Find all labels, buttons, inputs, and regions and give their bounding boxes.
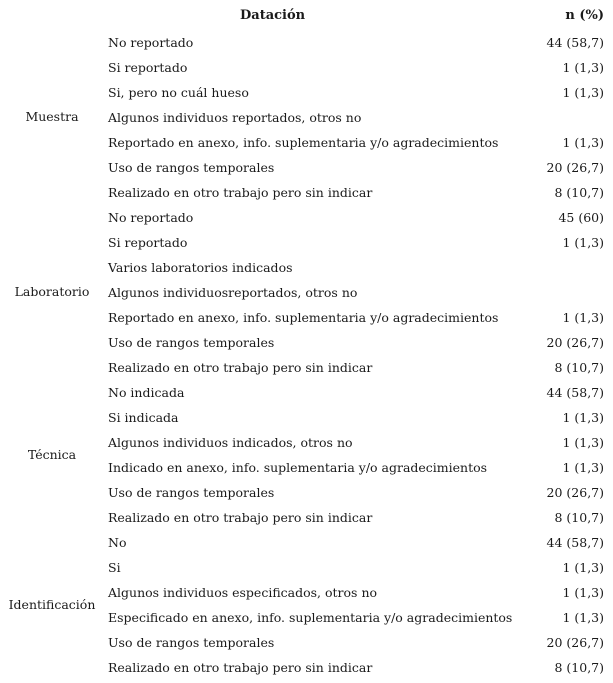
row-description: Uso de rangos temporales (108, 485, 275, 500)
row-value: 8 (10,7) (554, 185, 604, 200)
table-header (0, 0, 613, 30)
table-row (0, 380, 613, 405)
table-row (0, 530, 613, 555)
table-row (0, 280, 613, 305)
row-description: Uso de rangos temporales (108, 635, 275, 650)
table-row (0, 55, 613, 80)
row-value: 44 (58,7) (546, 35, 604, 50)
row-description: Algunos individuos especificados, otros no (108, 585, 378, 600)
table-row (0, 255, 613, 280)
table-row (0, 655, 613, 680)
row-value: 1 (1,3) (562, 85, 604, 100)
row-value: 44 (58,7) (546, 385, 604, 400)
table-row (0, 630, 613, 655)
row-value: 1 (1,3) (562, 310, 604, 325)
table-row (0, 230, 613, 255)
table-row (0, 505, 613, 530)
row-description: Si reportado (108, 60, 188, 75)
table-row (0, 405, 613, 430)
group-muestra (0, 30, 613, 205)
table-row (0, 130, 613, 155)
row-value: 1 (1,3) (562, 585, 604, 600)
row-description: Algunos individuos reportados, otros no (108, 110, 362, 125)
row-value: 8 (10,7) (554, 360, 604, 375)
row-value: 1 (1,3) (562, 435, 604, 450)
row-description: Especificado en anexo, info. suplementaria y/o agradecimientos (108, 610, 513, 625)
row-description: Si (108, 560, 121, 575)
row-description: Indicado en anexo, info. suplementaria y/o agradecimientos (108, 460, 488, 475)
row-description: Realizado en otro trabajo pero sin indicar (108, 660, 373, 675)
row-description: Varios laboratorios indicados (108, 260, 293, 275)
row-description: Uso de rangos temporales (108, 335, 275, 350)
table-row (0, 480, 613, 505)
row-value: 1 (1,3) (562, 560, 604, 575)
row-value: 1 (1,3) (562, 235, 604, 250)
row-value: 45 (60) (558, 210, 604, 225)
row-description: No reportado (108, 210, 194, 225)
row-value: 20 (26,7) (546, 160, 604, 175)
row-value: 20 (26,7) (546, 485, 604, 500)
group-tecnica (0, 380, 613, 530)
row-description: Realizado en otro trabajo pero sin indicar (108, 360, 373, 375)
row-value: 8 (10,7) (554, 660, 604, 675)
table-row (0, 355, 613, 380)
column-header-datacion: Datación (240, 8, 306, 23)
row-value: 20 (26,7) (546, 335, 604, 350)
table-row (0, 330, 613, 355)
table-row (0, 430, 613, 455)
group-label: Laboratorio (14, 284, 90, 299)
row-description: Si indicada (108, 410, 179, 425)
row-description: Algunos individuos indicados, otros no (108, 435, 353, 450)
row-description: No reportado (108, 35, 194, 50)
table-row (0, 105, 613, 130)
group-label: Muestra (25, 109, 79, 124)
group-label: Identificación (8, 597, 96, 612)
table-row (0, 555, 613, 580)
row-description: No indicada (108, 385, 185, 400)
table-row (0, 180, 613, 205)
column-header-n: n (%) (565, 8, 604, 23)
row-description: No (108, 535, 127, 550)
row-description: Si, pero no cuál hueso (108, 85, 249, 100)
row-description: Reportado en anexo, info. suplementaria y/o agradecimientos (108, 310, 499, 325)
row-value: 8 (10,7) (554, 510, 604, 525)
row-value: 1 (1,3) (562, 460, 604, 475)
row-description: Si reportado (108, 235, 188, 250)
table-row (0, 455, 613, 480)
table-row (0, 80, 613, 105)
row-value: 1 (1,3) (562, 60, 604, 75)
row-value: 1 (1,3) (562, 410, 604, 425)
row-description: Reportado en anexo, info. suplementaria y/o agradecimientos (108, 135, 499, 150)
row-description: Realizado en otro trabajo pero sin indicar (108, 510, 373, 525)
row-value: 44 (58,7) (546, 535, 604, 550)
row-description: Algunos individuosreportados, otros no (108, 285, 358, 300)
row-value: 20 (26,7) (546, 635, 604, 650)
table-row (0, 30, 613, 55)
row-value: 1 (1,3) (562, 610, 604, 625)
table-row (0, 305, 613, 330)
table-row (0, 205, 613, 230)
table-row (0, 605, 613, 630)
group-label: Técnica (27, 447, 77, 462)
table-row (0, 155, 613, 180)
group-laboratorio (0, 205, 613, 380)
row-description: Realizado en otro trabajo pero sin indicar (108, 185, 373, 200)
row-value: 1 (1,3) (562, 135, 604, 150)
group-identificacion (0, 530, 613, 680)
row-description: Uso de rangos temporales (108, 160, 275, 175)
table-row (0, 580, 613, 605)
